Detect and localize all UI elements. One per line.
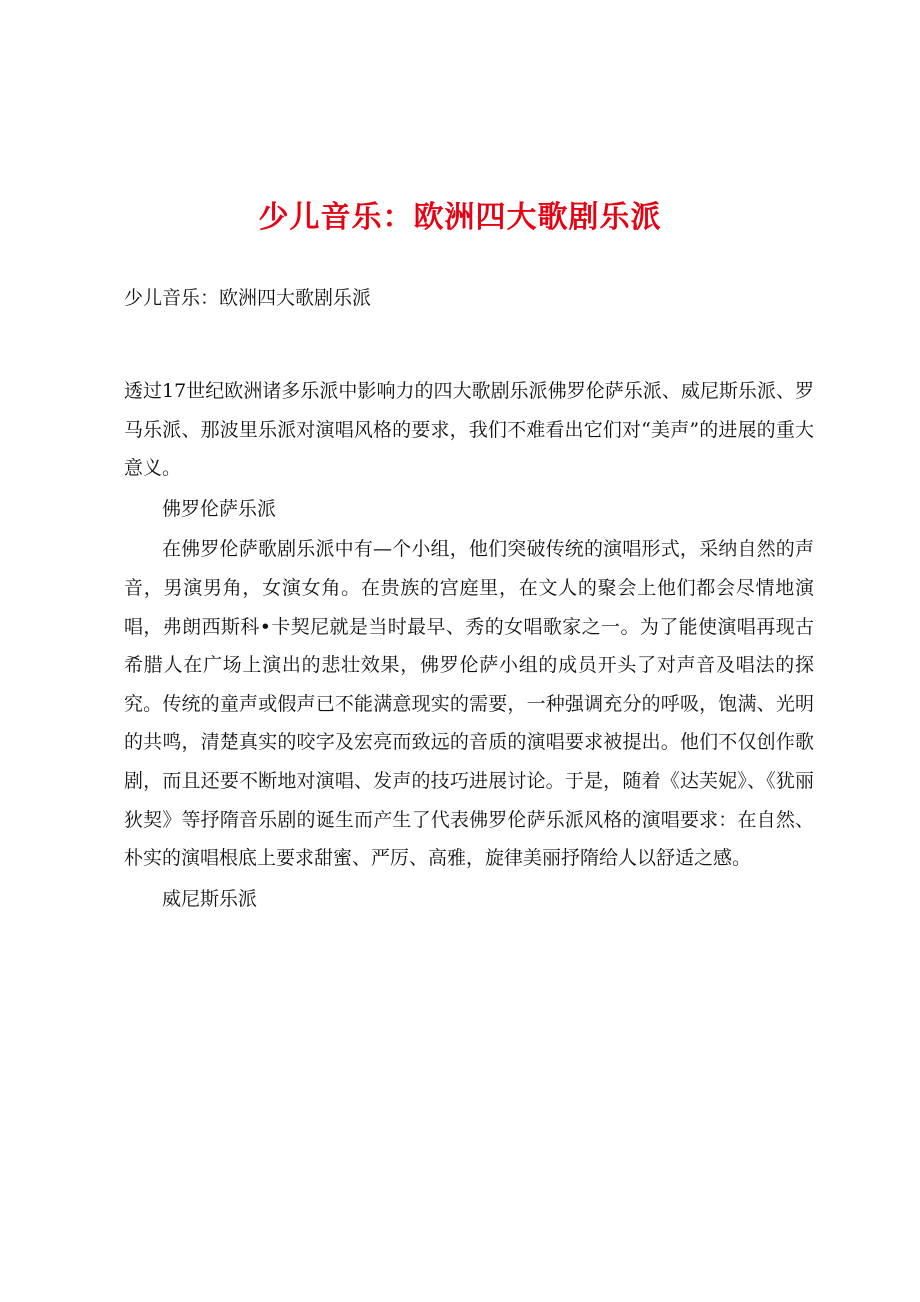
- page-title: 少儿音乐：欧洲四大歌剧乐派: [258, 200, 662, 235]
- intro-paragraph: 透过17世纪欧洲诸多乐派中影响力的四大歌剧乐派佛罗伦萨乐派、威尼斯乐派、罗马乐派、那波里乐派对演唱风格的要求，我们不难看出它们对“美声”的进展的重大意义。: [124, 380, 814, 480]
- document-body: [124, 372, 814, 918]
- document-subtitle: 少儿音乐：欧洲四大歌剧乐派: [124, 287, 372, 309]
- section-heading-venice: 威尼斯乐派: [162, 887, 258, 910]
- section-heading-florence: 佛罗伦萨乐派: [162, 497, 277, 520]
- florence-paragraph: 在佛罗伦萨歌剧乐派中有—个小组，他们突破传统的演唱形式，采纳自然的声音，男演男角，女演女角。在贵族的宫庭里，在文人的聚会上他们都会尽情地演唱，弗朗西斯科•卡契尼就是当时最早、秀的女唱歌家之一。为了能使演唱再现古希腊人在广场上演出的悲壮效果，佛罗伦萨小组的成员开头了对声音及唱法的探究。传统的童声或假声已不能满意现实的需要，一种强调充分的呼吸，饱满、光明的共鸣，清楚真实的咬字及宏亮而致远的音质的演唱要求被提出。他们不仅创作歌剧，而且还要不断地对演唱、发声的技巧进展讨论。于是，随着《达芙妮》、《犹丽狄契》等抒隋音乐剧的诞生而产生了代表佛罗伦萨乐派风格的演唱要求：在自然、朴实的演唱根底上要求甜蜜、严厉、高雅，旋律美丽抒隋给人以舒适之感。: [124, 538, 814, 870]
